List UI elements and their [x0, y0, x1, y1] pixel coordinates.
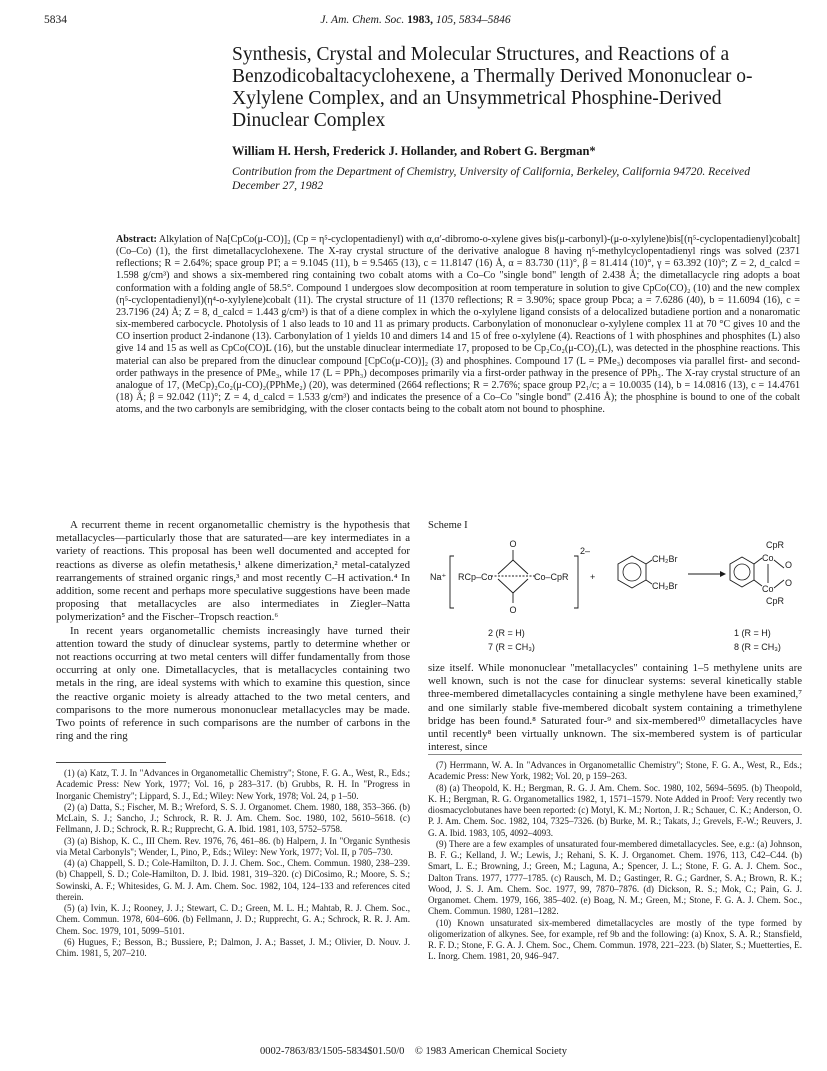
- authors: William H. Hersh, Frederick J. Hollander, and Robert G. Bergman*: [232, 144, 596, 158]
- body-paragraph: A recurrent theme in recent organometallic chemistry is the hypothesis that metallacycles—particularly those that are saturated—are key intermediates in a variety of reactions. This proposal has been well documented and accepted for reactions as diverse as olefin metathesis,¹ alkene dimerization,² metal-catalyzed rearrangements of strained organic rings,³ and most recently C–H activation.⁴ In addition, some recent and perhaps more speculative suggestions have been made proposing that metallacycles are also intermediates in Ziegler–Natta polymerization⁵ and the Fischer–Tropsch reaction.⁶: [56, 519, 410, 624]
- oxygen-label: O: [785, 560, 793, 571]
- footnote: (5) (a) Ivin, K. J.; Rooney, J. J.; Stewart, C. D.; Green, M. L. H.; Mahtab, R. J. Chem. Soc., Chem. Commun. 1978, 604–606. (b) Fellmann, J. D.; Rupprecht, G. A.; Schrock, R. R. J. Am. Chem. Soc. 1979, 101, 5099–5101.: [56, 903, 410, 936]
- body-paragraph: size itself. While mononuclear "metallacycles" containing 1–5 methylene units are well known, such is not the case for dinuclear systems: several kinetically stable three-membered dimetallacycles containing a single methylene have been examined,⁷ and one similarly stable five-membered dicobalt system containing a trimethylene bridge has been found.⁸ Saturated four-⁹ and six-membered¹⁰ dimetallacycles have until recently⁸ been virtually unknown. The six-membered system is of particular interest, since: [428, 662, 802, 754]
- journal-name: J. Am. Chem. Soc.: [320, 14, 405, 26]
- oxygen-label: O: [509, 605, 517, 616]
- reactant-left-fragment: RCp–Co: [458, 572, 493, 583]
- footnote: (3) (a) Bishop, K. C., III Chem. Rev. 1976, 76, 461–86. (b) Halpern, J. In "Organic Synthesis via Metal Carbonyls"; Wender, I., Pino, P., Eds.; Wiley: New York, 1977; Vol. II, p 705–730.: [56, 835, 410, 857]
- footnote-rule: [56, 762, 166, 763]
- benzene-ring: [618, 556, 646, 588]
- bridge-bond: [774, 560, 784, 568]
- footnotes-left: [56, 768, 410, 959]
- ch2-bond: [754, 558, 762, 564]
- xylylene-ring: [730, 557, 754, 587]
- dianion-charge: 2–: [580, 546, 591, 557]
- plus-sign: +: [590, 572, 596, 583]
- page-footer: [0, 1046, 827, 1057]
- scheme-label: Scheme I: [428, 520, 468, 531]
- body-paragraph: In recent years organometallic chemists increasingly have turned their attention toward the study of dinuclear systems, partly to determine whether or not reactions occurring at two metal centers will differ fundamentally from those occurring at only one. Dimetallacycles, that is metallacycles containing two metals in the ring, are ideal systems with which to examine this question, since the reactive organic moiety is already attached to the two metal centers, and comparisons to the more numerous mononuclear metallacycles may be made. Two points of reference in such comparisons are the number of carbons in the ring and the ring: [56, 624, 410, 743]
- scheme-svg: [428, 536, 802, 668]
- issn-code: 0002-7863/83/1505-5834$01.50/0: [260, 1046, 405, 1057]
- footnote: (8) (a) Theopold, K. H.; Bergman, R. G. J. Am. Chem. Soc. 1980, 102, 5694–5695. (b) Theopold, K. H.; Bergman, R. G. Organometallics 1982, 1, 1571–1579. Note Added in Proof: Very recently two diosmacyclobutanes have been reported: (c) Motyl, K. M.; Norton, J. R.; Schauer, C. K.; Anderson, O. P. J. Am. Chem. Soc. 1982, 104, 7325–7326. (b) Burke, M. R.; Takats, J.; Grevels, F.-W.; Reuvers, J. G. A. Ibid. 1983, 105, 4092–4093.: [428, 782, 802, 838]
- reaction-arrow-head: [720, 571, 726, 577]
- footnote: (1) (a) Katz, T. J. In "Advances in Organometallic Chemistry"; Stone, F. G. A., West, R., Eds.; Academic Press: New York, 1977; Vol. 16, p 283–317. (b) Grubbs, R. H. In "Progress in Inorganic Chemistry"; Lippard, S. J., Ed.; Wiley: New York, 1978; Vol. 24, p 1–50.: [56, 768, 410, 801]
- bridge-bond: [498, 579, 513, 593]
- oxygen-label: O: [509, 539, 517, 550]
- ch2br-label: CH₂Br: [652, 554, 678, 565]
- bridge-bond: [513, 560, 528, 574]
- bridge-bond: [774, 580, 784, 588]
- body-left-column: [56, 519, 410, 743]
- scheme-diagram: [428, 536, 802, 668]
- journal-year: 1983,: [407, 14, 433, 26]
- running-head: [44, 14, 787, 30]
- affiliation: Contribution from the Department of Chemistry, University of California, Berkeley, California 94720. Received December 27, 1982: [232, 165, 751, 192]
- footnote: (2) (a) Datta, S.; Fischer, M. B.; Wreford, S. S. J. Organomet. Chem. 1980, 188, 353–366. (b) McLain, S. J.; Sancho, J.; Schrock, R. R. J. Am. Chem. Soc. 1980, 102, 5610–5618. (c) Fellmann, J. D.; Schrock, R. R.; Rupprecht, G. A. Ibid. 1981, 103, 5752–5758.: [56, 801, 410, 835]
- abstract: [116, 234, 800, 416]
- compound-label: 2 (R = H): [488, 628, 525, 639]
- bridge-bond: [498, 560, 513, 574]
- reactant-right-fragment: Co–CpR: [534, 572, 569, 583]
- cobalt-label: Co: [762, 584, 774, 595]
- cpr-label: CpR: [766, 540, 785, 551]
- footnote-rule: [428, 754, 802, 755]
- abstract-label: Abstract:: [116, 234, 157, 245]
- oxygen-label: O: [785, 578, 793, 589]
- page-number: 5834: [44, 14, 67, 26]
- right-bracket: [574, 556, 578, 608]
- left-bracket: [450, 556, 454, 608]
- ch2br-label: CH₂Br: [652, 581, 678, 592]
- footnote: (10) Known unsaturated six-membered dimetallacycles are mostly of the type formed by oligomerization of alkynes. See, for example, ref 9b and the following: (a) Knox, S. A. R.; Stansfield, R. F. D.; Stone, F. G. A. J. Chem. Soc., Chem. Commun. 1978, 221–223. (b) Slater, S.; Muetterties, E. L. Inorg. Chem. 1981, 20, 946–947.: [428, 917, 802, 962]
- sodium-cation: Na⁺: [430, 572, 447, 583]
- body-right-column: [428, 519, 802, 754]
- ch2-bond: [754, 580, 762, 586]
- cobalt-label: Co: [762, 553, 774, 564]
- footnote: (7) Herrmann, W. A. In "Advances in Organometallic Chemistry"; Stone, F. G. A., West, R., Eds.; Academic Press: New York, 1982; Vol. 20, p 159–263.: [428, 760, 802, 782]
- title-block: [232, 44, 792, 193]
- compound-label: 1 (R = H): [734, 628, 771, 639]
- copyright: © 1983 American Chemical Society: [414, 1046, 567, 1057]
- aromatic-circle: [734, 564, 750, 580]
- footnote: (9) There are a few examples of unsaturated four-membered dimetallacycles. See, e.g.: (a) Johnson, B. F. G.; Kelland, J. W.; Lewis, J.; Rehani, S. K. J. Organomet. Chem. 1976, 113, C42–C44. (b) Smart, L. E.; Browning, J.; Green, M.; Laguna, A.; Spencer, J. L.; Stone, F. G. A. J. Chem. Soc., Dalton Trans. 1977, 1777–1785. (c) Rausch, M. D.; Gastinger, R. G.; Gardner, S. A.; Brown, R. K.; Wood, J. S. J. Am. Chem. Soc. 1977, 99, 7870–7876. (d) Dickson, R. S.; Mok, C.; Pain, G. J. Organomet. Chem. 1979, 166, 385–402. (e) Boag, N. M.; Green, M.; Stone, F. G. A. J. Chem. Soc., Chem. Commun. 1980, 1281–1282.: [428, 838, 802, 917]
- journal-volume-pages: 105, 5834–5846: [435, 14, 511, 26]
- footnote: (6) Hugues, F.; Besson, B.; Bussiere, P.; Dalmon, J. A.; Basset, J. M.; Olivier, D. Nouv. J. Chim. 1981, 5, 207–210.: [56, 936, 410, 958]
- bridge-bond: [513, 579, 528, 593]
- footnotes-right: [428, 760, 802, 963]
- abstract-text: Alkylation of Na[CpCo(μ-CO)]₂ (Cp = η⁵-cyclopentadienyl) with α,α′-dibromo-o-xylene gives bis(μ-carbonyl)-(μ-o-xylylene)bis[(η⁵-cyclopentadienyl)cobalt](Co–Co) (1), the first dimetallacyclohexene. The X-ray crystal structure of the derivative analogue 8 having η⁵-methylcyclopentadienyl rings was solved (2371 reflections; R = 2.64%; space group P1̄; a = 9.1045 (11), b = 9.5465 (13), c = 11.8147 (16) Å, α = 83.730 (11)°, β = 81.414 (10)°, γ = 63.392 (10)°; Z = 2, d_calcd = 1.598 g/cm³) and shows a six-membered ring containing two cobalt atoms with a Co–Co "single bond" length of 2.438 Å; the dimetallacycle ring adopts a boat conformation with a folding angle of 58.5°. Compound 1 undergoes slow decomposition at room temperature in solution to give CpCo(CO)₂ (10) and the new complex (η⁵-cyclopentadienyl)(η⁴-o-xylylene)cobalt (11). The crystal structure of 11 (1370 reflections; R = 3.90%; space group Pbca; a = 7.6286 (40), b = 11.6094 (16), c = 23.7196 (24) Å; Z = 8, d_calcd = 1.443 g/cm³) is that of a diene complex in which the o-xylylene ligand consists of a delocalized butadiene portion and a nonaromatic six-membered carbocycle. Photolysis of 1 also leads to 10 and 11 as primary products. Carbonylation of mononuclear o-xylylene complex 11 at 70 °C gives 10 and the CO insertion product 2-indanone (13). Carbonylation of 1 yields 10 and dimers 14 and 15 of free o-xylylene (4). Reactions of 1 with phosphines and phosphites (L) also give 14 and 15 as well as CpCo(CO)L (16), but the unstable dinuclear intermediate 17, proposed to be Cp₂Co₂(μ-CO)₂(L), was detected in the phosphine reactions. This material can also be prepared from the dinuclear compound [CpCo(μ-CO)]₂ (3) and phosphines. Compound 17 (L = PMe₃) decomposes via parallel first- and second-order pathways in the presence of PMe₃, while 17 (L = PPh₃) decomposes primarily via a first-order pathway in the presence of PPh₃. The X-ray crystal structure of an analogue of 17, (MeCp)₂Co₂(μ-CO)₂(PPhMe₂) (20), was determined (2664 reflections; R = 2.76%; space group P2₁/c; a = 10.0035 (14), b = 14.0816 (13), c = 14.4761 (18) Å; β = 92.042 (11)°; Z = 4, d_calcd = 1.533 g/cm³) and indicates the presence of a Co–Co "single bond" (2.416 Å); the phosphine is bound to one of the cobalt atoms, and the two carbonyls are semibridging, with the closer contacts being to the cobalt atom not bound to phosphine.: [116, 234, 800, 416]
- journal-citation: [44, 14, 787, 26]
- cpr-label: CpR: [766, 596, 785, 607]
- compound-label: 8 (R = CH₃): [734, 642, 781, 653]
- article-title: Synthesis, Crystal and Molecular Structures, and Reactions of a Benzodicobaltacyclohexene, a Thermally Derived Mononuclear o-Xylylene Complex, and an Unsymmetrical Phosphine-Derived Dinuclear Complex: [232, 44, 753, 131]
- compound-label: 7 (R = CH₃): [488, 642, 535, 653]
- footnote: (4) (a) Chappell, S. D.; Cole-Hamilton, D. J. J. Chem. Soc., Chem. Commun. 1980, 238–239. (b) Chappell, S. D.; Cole-Hamilton, D. J. Ibid. 1981, 319–320. (c) DiCosimo, R.; Moore, S. S.; Sowinski, A. F.; Whitesides, G. M. J. Am. Chem. Soc. 1982, 104, 124–133 and references cited therein.: [56, 858, 410, 902]
- aromatic-circle: [623, 563, 641, 581]
